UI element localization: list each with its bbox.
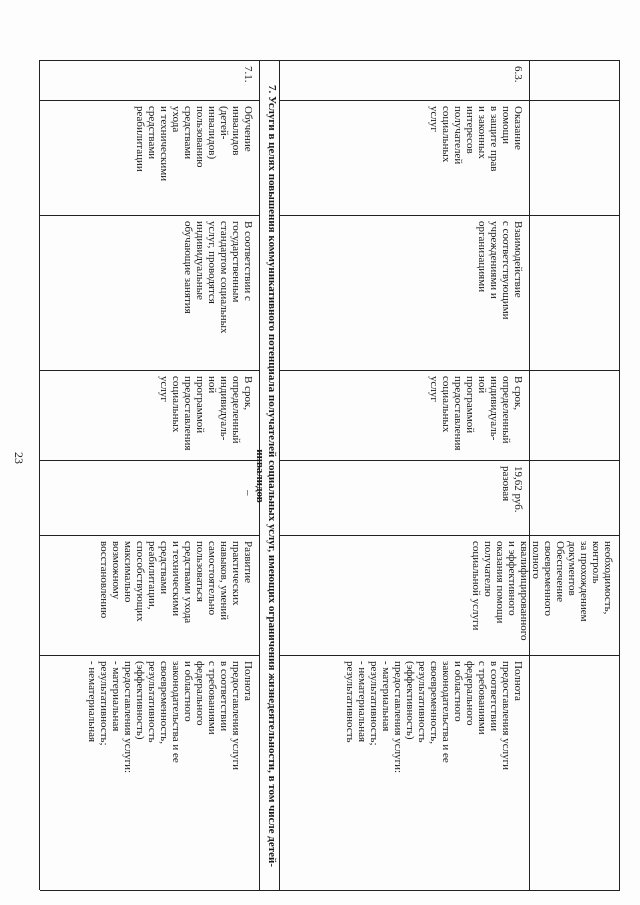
col-divider [40,655,260,656]
table-border-left [40,60,620,61]
col-divider [40,215,260,216]
row-7-1-content: В соответствии с государственным стандартом социальных услуг, проводятся индивидуальные обучающие занятия [182,221,254,334]
row-6-3-indicators: необходимость, контроль за прохождением документов Обеспечение своевременного полного квалифицированного и эффективного оказания помощи получателю социальной услуги [470,541,614,641]
col-divider [40,535,260,536]
col-divider [280,655,620,656]
row-6-3-number: 6.3. [512,66,524,83]
col-divider [280,215,620,216]
row-6-3-price: 19,62 руб. разовая [500,466,524,513]
col-divider [280,370,620,371]
row-divider [279,60,280,890]
row-7-1-quality: Полнота предоставления услуги в соответствии с требованиями федерального и областного законодательства и ее своевременность, результативность (эффективность) предоставления услуги: - материальная результативность; - нематериальная [86,661,254,774]
row-6-3-content: Взаимодействие с соответствующими учреждениями и организациями [476,221,524,320]
row-6-3-service: Оказание помощи в защите прав и законных интересов получателей социальных услуг [428,106,524,172]
table-border-right [40,890,620,891]
page-number: 23 [12,452,26,464]
section-7-title: 7. Услуги в целях повышения коммуникативного потенциала получателей социальных услуг, имеющих ограничения жизнедеятельности, в том числе детей-инвалидов [254,84,278,868]
row-6-3-term: В срок, определенный индивидуаль- ной программой предоставления социальных услуг [428,376,524,451]
col-divider [40,460,260,461]
row-7-1-number: 7.1. [242,66,254,83]
row-7-1-price: – [242,490,254,496]
table-border-bottom [39,60,40,890]
table-border-top [619,60,620,890]
col-divider [40,370,260,371]
row-6-3-quality: Полнота предоставления услуги в соответствии с требованиями федерального и областного законодательства и ее своевременность, результативность (эффективность) предоставления услуги: - материальная результативность; - нематериальная результативность [344,661,524,774]
col-divider [280,460,620,461]
row-7-1-term: В срок, определенный индивидуаль- ной программой предоставления социальных услуг [158,376,254,451]
row-7-1-indicators: Развитие практических навыков, умений самостоятельно пользоваться средствами ухода и техническими средствами реабилитации, способствующих максимально возможному восстановлению [98,541,254,624]
col-divider [40,100,260,101]
row-7-1-service: Обучение инвалидов (детей- инвалидов) пользованию средствами ухода и техническими средствами реабилитации [134,106,254,182]
col-divider [280,535,620,536]
row-divider [529,60,530,890]
col-divider [280,100,620,101]
